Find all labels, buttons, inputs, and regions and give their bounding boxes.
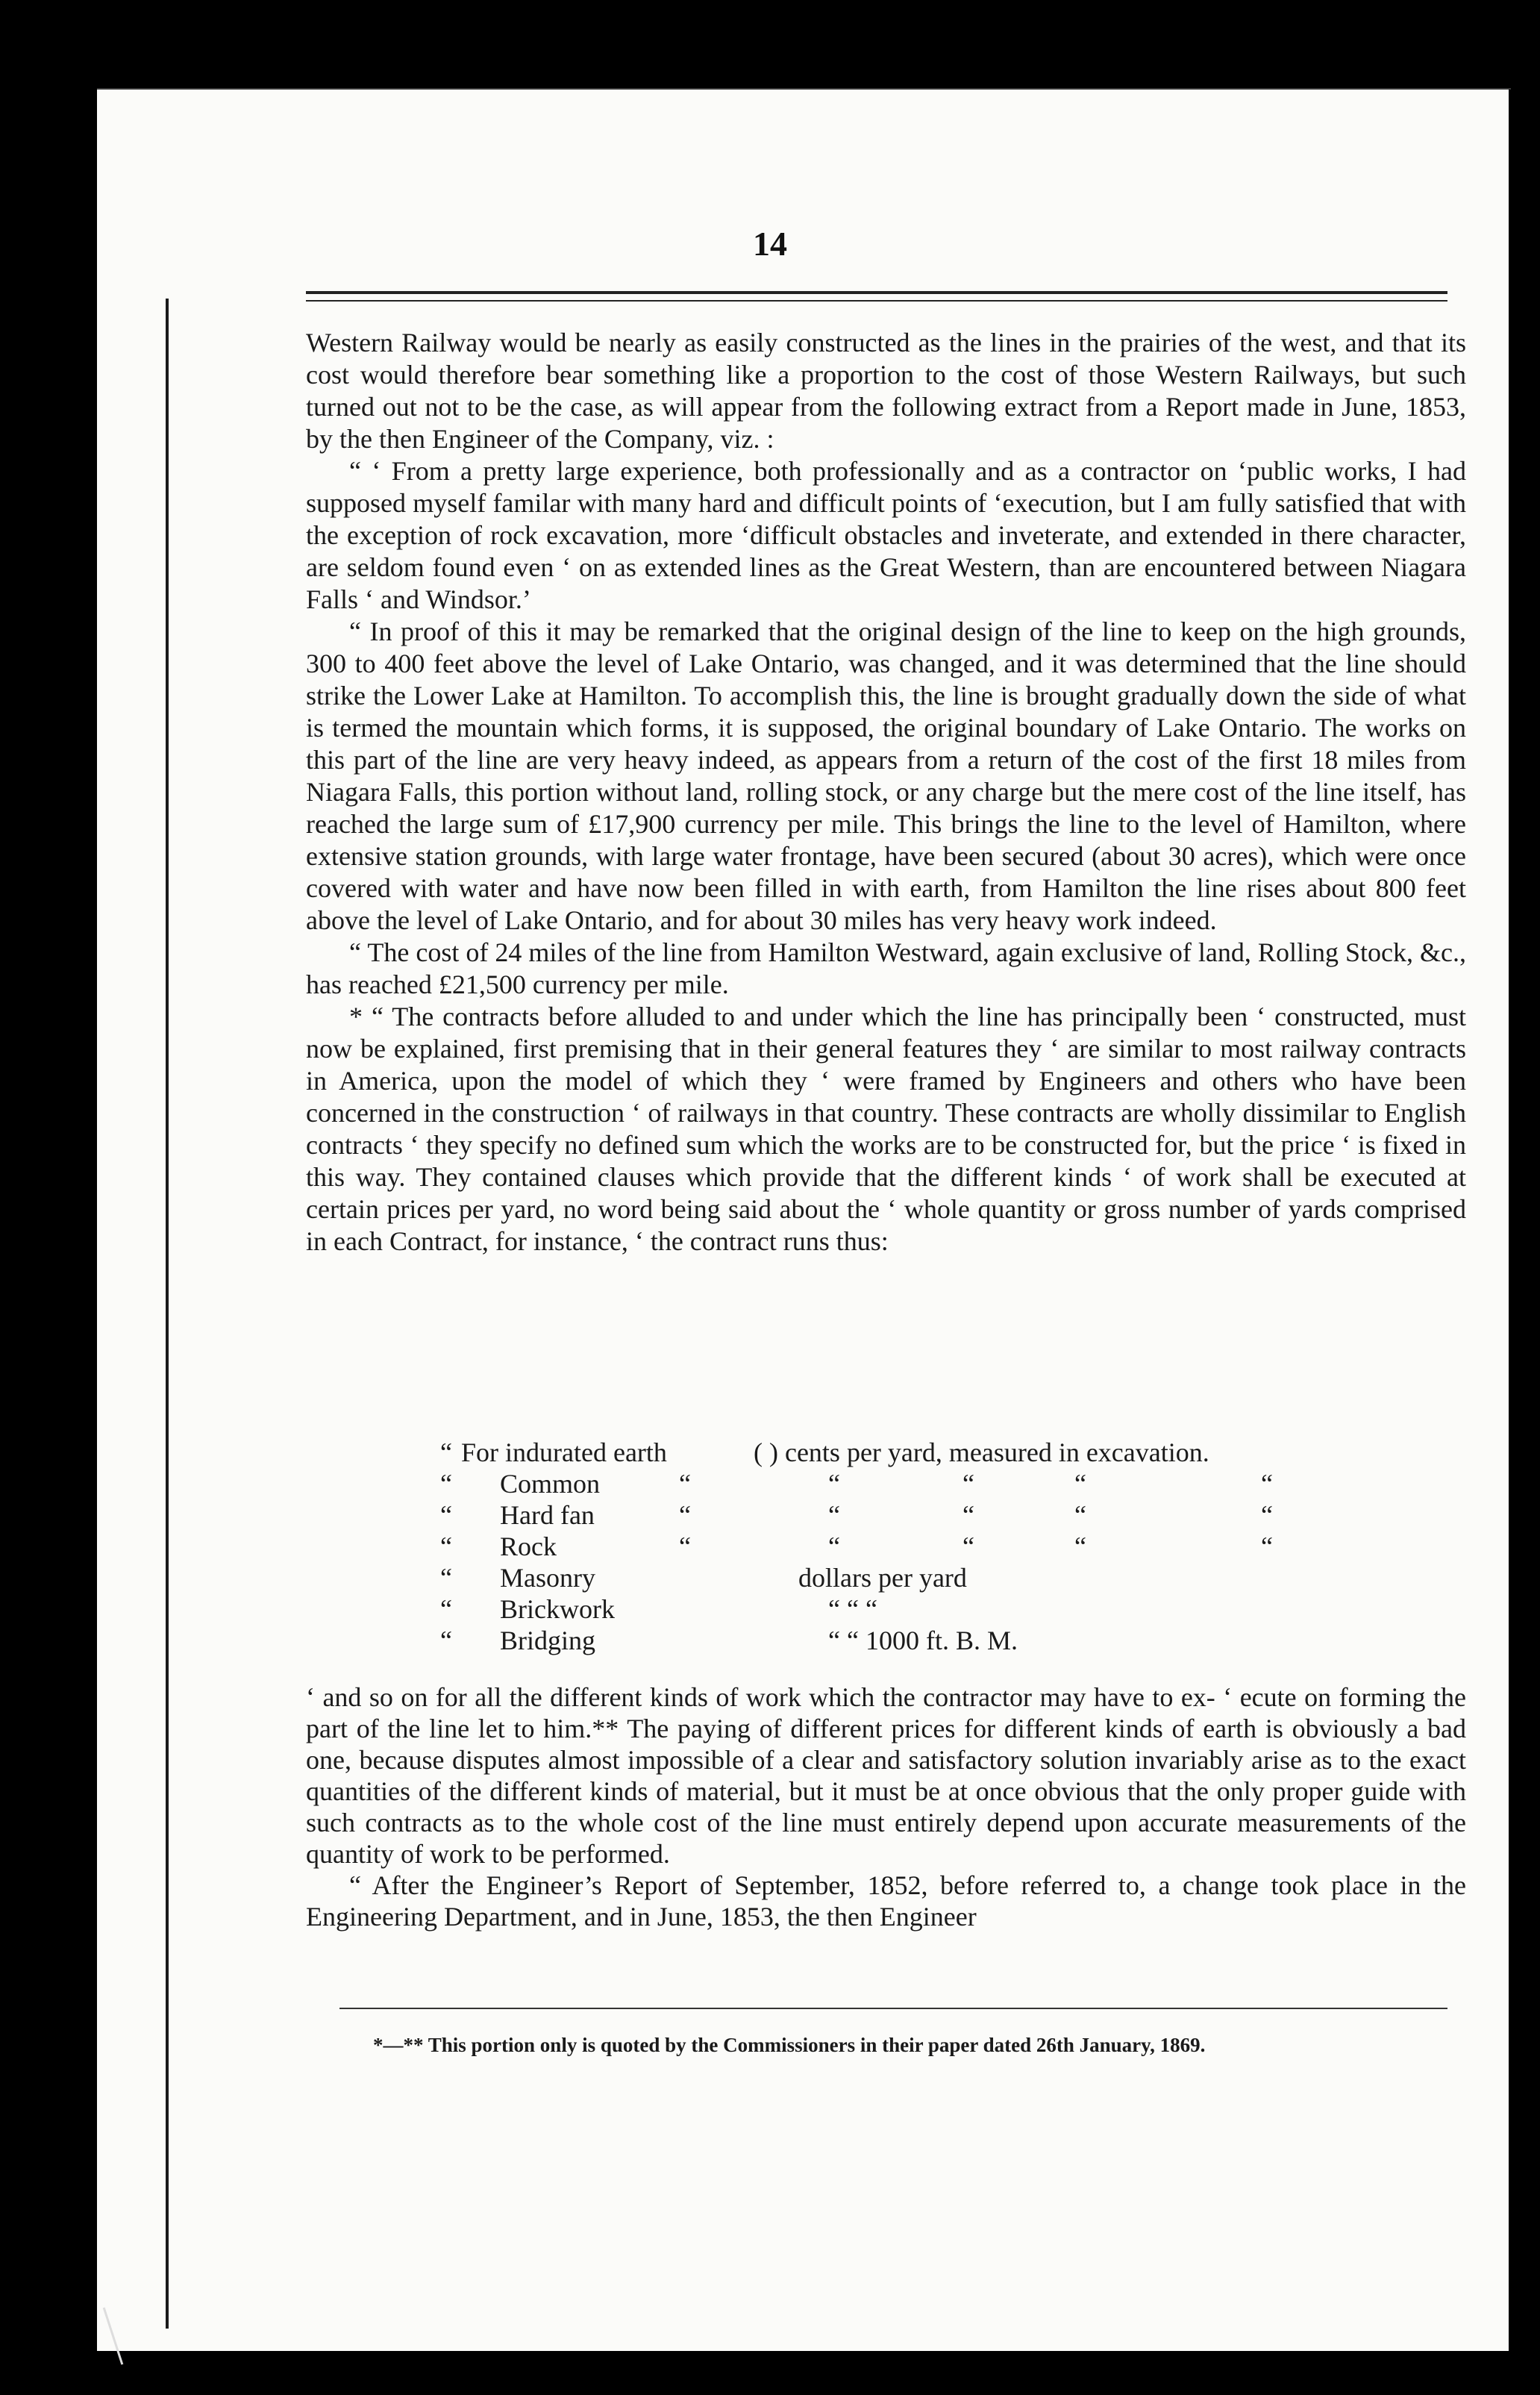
item-label: Bridging bbox=[500, 1626, 596, 1655]
header-rule-thin bbox=[306, 300, 1447, 302]
ditto-mark: “ bbox=[1074, 1469, 1086, 1499]
ditto-mark: “ bbox=[440, 1437, 452, 1467]
item-label: Masonry bbox=[500, 1563, 595, 1593]
paragraph: * “ The contracts before alluded to and under which the line has principally been ‘ constructed, must now be explained, first premising that in their general features they ‘ are similar to most railway contracts in America, upon the model of which they ‘ were framed by Engineers and others who have been concerned in the construction ‘ of railways in that country. These contracts are wholly dissimilar to English contracts ‘ they specify no defined sum which the works are to be constructed for, but the price ‘ is fixed in this way. They contained clauses which provide that the different kinds ‘ of work shall be executed at certain prices per yard, no word being said about the ‘ whole quantity or gross number of yards comprised in each Contract, for instance, ‘ the contract runs thus: bbox=[306, 1002, 1466, 1256]
paragraph: “ In proof of this it may be remarked that the original design of the line to keep on the high grounds, 300 to 400 feet above the level of Lake Ontario, was changed, and it was determined that the line should strike the Lower Lake at Hamilton. To accomplish this, the line is brought gradually down the side of what is termed the mountain which forms, it is supposed, the original boundary of Lake Ontario. The works on this part of the line are very heavy indeed, as appears from a return of the cost of the first 18 miles from Niagara Falls, this portion without land, rolling stock, or any charge but the mere cost of the line itself, has reached the large sum of £17,900 currency per mile. This brings the line to the level of Hamilton, where extensive station grounds, with large water frontage, have been secured (about 30 acres), which were once covered with water and have now been filled in with earth, from Hamilton the line rises about 800 feet above the level of Lake Ontario, and for about 30 miles has very heavy work indeed. bbox=[306, 616, 1466, 935]
ditto-mark: “ bbox=[962, 1500, 974, 1530]
scan-border bbox=[1509, 90, 1540, 2351]
ditto-mark: “ bbox=[440, 1626, 452, 1655]
ditto-mark: “ bbox=[828, 1469, 840, 1499]
ditto-mark: “ bbox=[1074, 1500, 1086, 1530]
ditto-mark: “ bbox=[1261, 1531, 1273, 1561]
item-label: Common bbox=[500, 1469, 601, 1499]
ditto-mark: “ bbox=[440, 1469, 452, 1499]
ditto-mark: “ bbox=[440, 1594, 452, 1624]
item-price: ( ) cents per yard, measured in excavation. bbox=[754, 1437, 1209, 1467]
ditto-mark: “ bbox=[679, 1500, 691, 1530]
item-price: “ “ “ bbox=[828, 1594, 877, 1624]
ditto-mark: “ bbox=[440, 1500, 452, 1530]
body-text-continued bbox=[306, 1682, 1466, 1932]
ditto-mark: “ bbox=[962, 1531, 974, 1561]
footnote-rule bbox=[339, 2008, 1447, 2009]
footnote: *—** This portion only is quoted by the Commissioners in their paper dated 26th January, 1869. bbox=[373, 2034, 1206, 2056]
page-number: 14 bbox=[753, 225, 787, 263]
item-label: For indurated earth bbox=[461, 1437, 667, 1467]
paragraph: “ ‘ From a pretty large experience, both professionally and as a contractor on ‘public works, I had supposed myself familar with many hard and difficult points of ‘execution, but I am fully satisfied that with the exception of rock excavation, more ‘difficult obstacles and inveterate, and extended in there character, are seldom found even ‘ on as extended lines as the Great Western, than are encountered between Niagara Falls ‘ and Windsor.’ bbox=[306, 456, 1466, 614]
paragraph: “ The cost of 24 miles of the line from Hamilton Westward, again exclusive of land, Rolling Stock, &c., has reached £21,500 currency per mile. bbox=[306, 937, 1466, 999]
ditto-mark: “ bbox=[828, 1531, 840, 1561]
paragraph: Western Railway would be nearly as easily constructed as the lines in the prairies of the west, and that its cost would therefore bear something like a proportion to the cost of those Western Railways, but such turned out not to be the case, as will appear from the following extract from a Report made in June, 1853, by the then Engineer of the Company, viz. : bbox=[306, 328, 1466, 454]
ditto-mark: “ bbox=[962, 1469, 974, 1499]
ditto-mark: “ bbox=[1261, 1469, 1273, 1499]
header-rule bbox=[306, 291, 1447, 294]
item-price: “ “ 1000 ft. B. M. bbox=[828, 1626, 1018, 1655]
ditto-mark: “ bbox=[440, 1531, 452, 1561]
item-label: Rock bbox=[500, 1531, 557, 1561]
ditto-mark: “ bbox=[679, 1469, 691, 1499]
item-label: Hard fan bbox=[500, 1500, 595, 1530]
body-text bbox=[306, 327, 1466, 1258]
ditto-mark: “ bbox=[1074, 1531, 1086, 1561]
ditto-mark: “ bbox=[1261, 1500, 1273, 1530]
ditto-mark: “ bbox=[679, 1531, 691, 1561]
item-price: dollars per yard bbox=[798, 1563, 967, 1593]
ditto-mark: “ bbox=[440, 1563, 452, 1593]
item-label: Brickwork bbox=[500, 1594, 615, 1624]
left-margin-line bbox=[166, 299, 169, 2329]
ditto-mark: “ bbox=[828, 1500, 840, 1530]
paragraph: ‘ and so on for all the different kinds of work which the contractor may have to ex- ‘ ecute on forming the part of the line let to him.** The paying of different prices for different kinds of earth is obviously a bad one, because disputes almost impossible of a clear and satisfactory solution invariably arise as to the exact quantities of the different kinds of material, but it must be at once obvious that the only proper guide with such contracts as to the whole cost of the line must entirely depend upon accurate measurements of the quantity of work to be performed. bbox=[306, 1682, 1466, 1869]
paragraph: “ After the Engineer’s Report of September, 1852, before referred to, a change took place in the Engineering Department, and in June, 1853, the then Engineer bbox=[306, 1870, 1466, 1932]
